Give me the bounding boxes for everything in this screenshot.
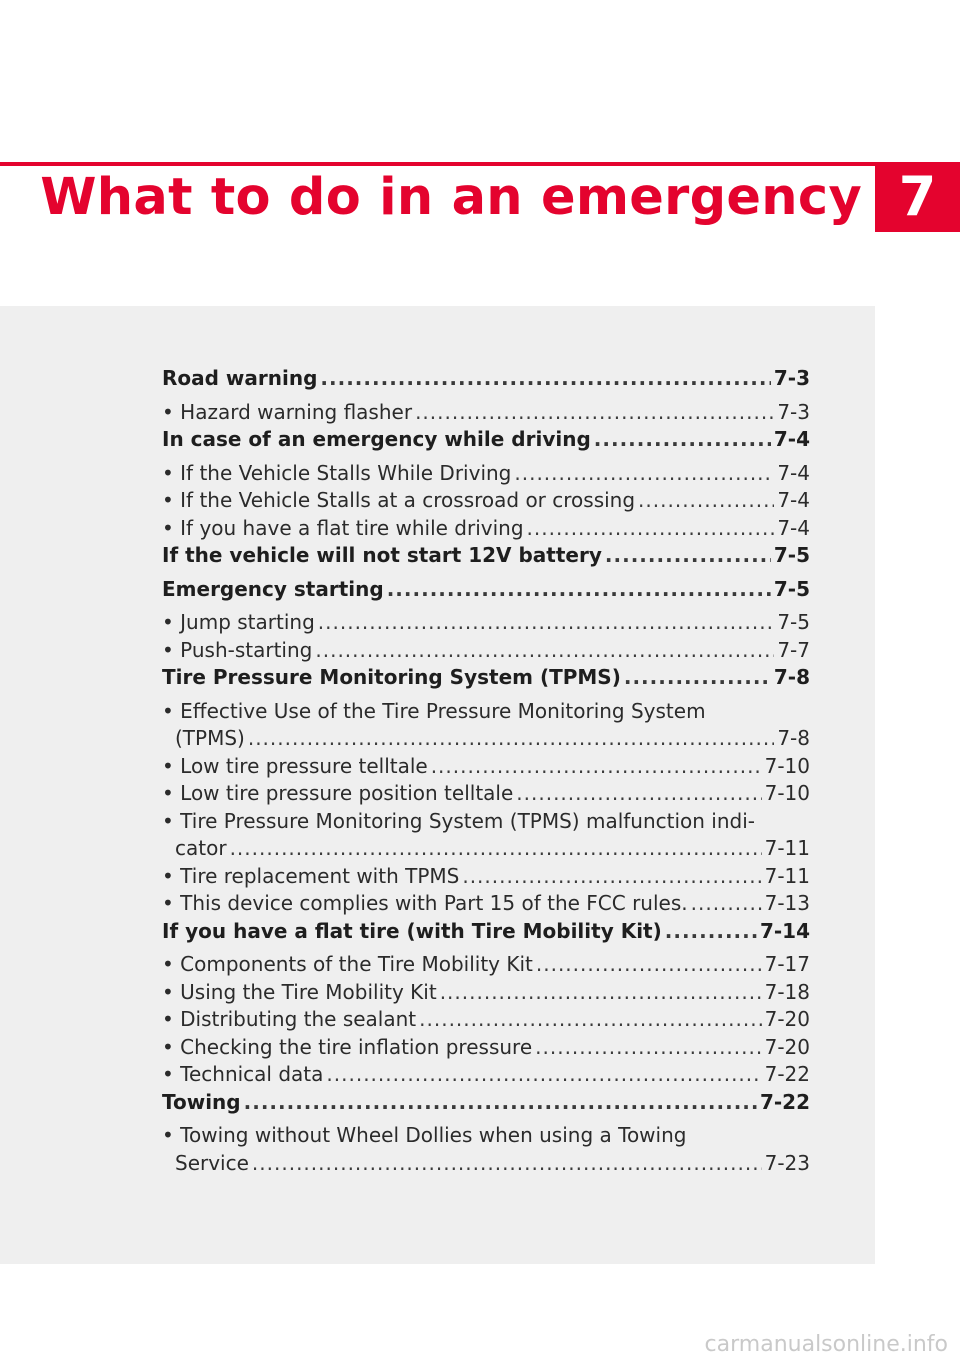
toc-entry-label: • If the Vehicle Stalls at a crossroad or crossing [162,488,636,512]
toc-page-number: 7-5 [773,543,810,567]
toc-page-number: 7-4 [777,515,810,540]
toc-subsection-entry[interactable] [162,1006,810,1034]
toc-leader-dots [527,515,775,543]
toc-page-number: 7-18 [764,979,810,1004]
toc-leader-dots [315,637,774,665]
toc-entry-label-continued: (TPMS) [175,726,245,750]
toc-leader-dots [326,1061,761,1089]
toc-page-number: 7-22 [764,1062,810,1086]
toc-entry-label: • If you have a flat tire while driving [162,515,524,540]
toc-leader-dots [535,1034,761,1062]
toc-entry-label: Emergency starting [162,576,384,601]
toc-section-entry[interactable] [162,426,810,454]
toc-subsection-entry[interactable] [162,460,810,488]
toc-entry-label: • Effective Use of the Tire Pressure Monitoring System [162,698,706,723]
toc-section-entry[interactable] [162,542,810,570]
toc-subsection-entry[interactable] [162,515,810,543]
toc-entry-label: • Jump starting [162,610,315,634]
toc-page-number: 7-3 [773,366,810,390]
toc-entry-label: Towing [162,1089,241,1114]
toc-leader-dots [536,951,762,979]
toc-entry-label: • Checking the tire inflation pressure [162,1034,533,1059]
toc-entry-label: • Towing without Wheel Dollies when using a Towing [162,1123,687,1147]
watermark: carmanualsonline.info [704,1332,948,1357]
toc-subsection-entry[interactable] [162,399,810,427]
toc-leader-dots [431,753,762,781]
toc-page-number: 7-17 [764,952,810,976]
toc-entry-label: • Hazard warning flasher [162,399,413,424]
toc-subsection-entry[interactable] [162,1122,810,1177]
toc-section-entry[interactable] [162,1089,810,1117]
toc-section-entry[interactable] [162,664,810,692]
toc-page-number: 7-4 [773,427,810,451]
toc-entry-label: • Tire Pressure Monitoring System (TPMS) malfunction indi- [162,808,756,833]
toc-entry-label: • Low tire pressure telltale [162,753,428,778]
toc-entry-label: • Technical data [162,1062,324,1086]
header-rule [0,162,875,166]
toc-subsection-entry[interactable] [162,1034,810,1062]
toc-entry-label: If you have a flat tire (with Tire Mobility Kit) [162,918,662,943]
toc-entry-label: • Low tire pressure position telltale [162,781,514,805]
table-of-contents [162,365,810,1177]
toc-leader-dots [248,725,774,753]
toc-page-number: 7-3 [777,399,810,424]
toc-leader-dots [244,1089,757,1117]
toc-entry-label: • Push-starting [162,637,313,662]
toc-leader-dots [514,460,774,488]
toc-leader-dots [638,487,774,515]
toc-page-number: 7-11 [764,863,810,888]
toc-page-number: 7-13 [764,891,810,915]
toc-entry-label: Road warning [162,366,318,390]
toc-section-entry[interactable] [162,576,810,604]
toc-page-number: 7-4 [777,460,810,485]
toc-entry-label: • This device complies with Part 15 of the FCC rules. [162,891,688,915]
toc-subsection-entry[interactable] [162,698,810,753]
toc-leader-dots [462,863,761,891]
toc-subsection-entry[interactable] [162,637,810,665]
toc-subsection-entry[interactable] [162,979,810,1007]
toc-leader-dots [665,918,757,946]
toc-page-number: 7-5 [773,576,810,601]
toc-entry-label: In case of an emergency while driving [162,427,591,451]
toc-section-entry[interactable] [162,918,810,946]
toc-page-number: 7-22 [759,1089,810,1114]
toc-page-number: 7-10 [764,753,810,778]
toc-page-number: 7-14 [759,918,810,943]
toc-page-number: 7-8 [773,665,810,689]
toc-leader-dots [320,365,770,393]
chapter-title: What to do in an emergency [40,168,862,227]
toc-page-number: 7-10 [764,781,810,805]
toc-subsection-entry[interactable] [162,951,810,979]
toc-page-number: 7-4 [777,488,810,512]
toc-leader-dots [252,1150,762,1178]
toc-page-number: 7-8 [777,726,810,750]
toc-page-number: 7-7 [777,637,810,662]
toc-subsection-entry[interactable] [162,753,810,781]
toc-entry-label: Tire Pressure Monitoring System (TPMS) [162,665,621,689]
chapter-number-badge: 7 [875,162,960,232]
toc-subsection-entry[interactable] [162,487,810,515]
toc-section-entry[interactable] [162,365,810,393]
toc-leader-dots [594,426,771,454]
toc-entry-label: • Distributing the sealant [162,1007,417,1031]
toc-subsection-entry[interactable] [162,890,810,918]
toc-leader-dots [419,1006,761,1034]
toc-entry-label-continued: Service [175,1150,249,1175]
toc-entry-label-continued: cator [175,836,227,860]
toc-entry-label: • Components of the Tire Mobility Kit [162,952,533,976]
toc-leader-dots [624,664,771,692]
toc-leader-dots [516,780,761,808]
toc-leader-dots [230,835,762,863]
toc-page-number: 7-20 [764,1034,810,1059]
toc-subsection-entry[interactable] [162,609,810,637]
toc-entry-label: If the vehicle will not start 12V battery [162,543,602,567]
toc-page-number: 7-11 [764,836,810,860]
toc-leader-dots [605,542,771,570]
toc-page-number: 7-5 [777,610,810,634]
toc-leader-dots [318,609,775,637]
toc-leader-dots [415,399,774,427]
toc-page-number: 7-20 [764,1007,810,1031]
toc-leader-dots [440,979,762,1007]
toc-leader-dots [691,890,762,918]
toc-page-number: 7-23 [764,1150,810,1175]
toc-subsection-entry[interactable] [162,1061,810,1089]
toc-entry-label: • Using the Tire Mobility Kit [162,979,437,1004]
toc-subsection-entry[interactable] [162,808,810,863]
toc-subsection-entry[interactable] [162,780,810,808]
toc-entry-label: • Tire replacement with TPMS [162,863,460,888]
toc-subsection-entry[interactable] [162,863,810,891]
toc-entry-label: • If the Vehicle Stalls While Driving [162,460,512,485]
toc-leader-dots [387,576,771,604]
